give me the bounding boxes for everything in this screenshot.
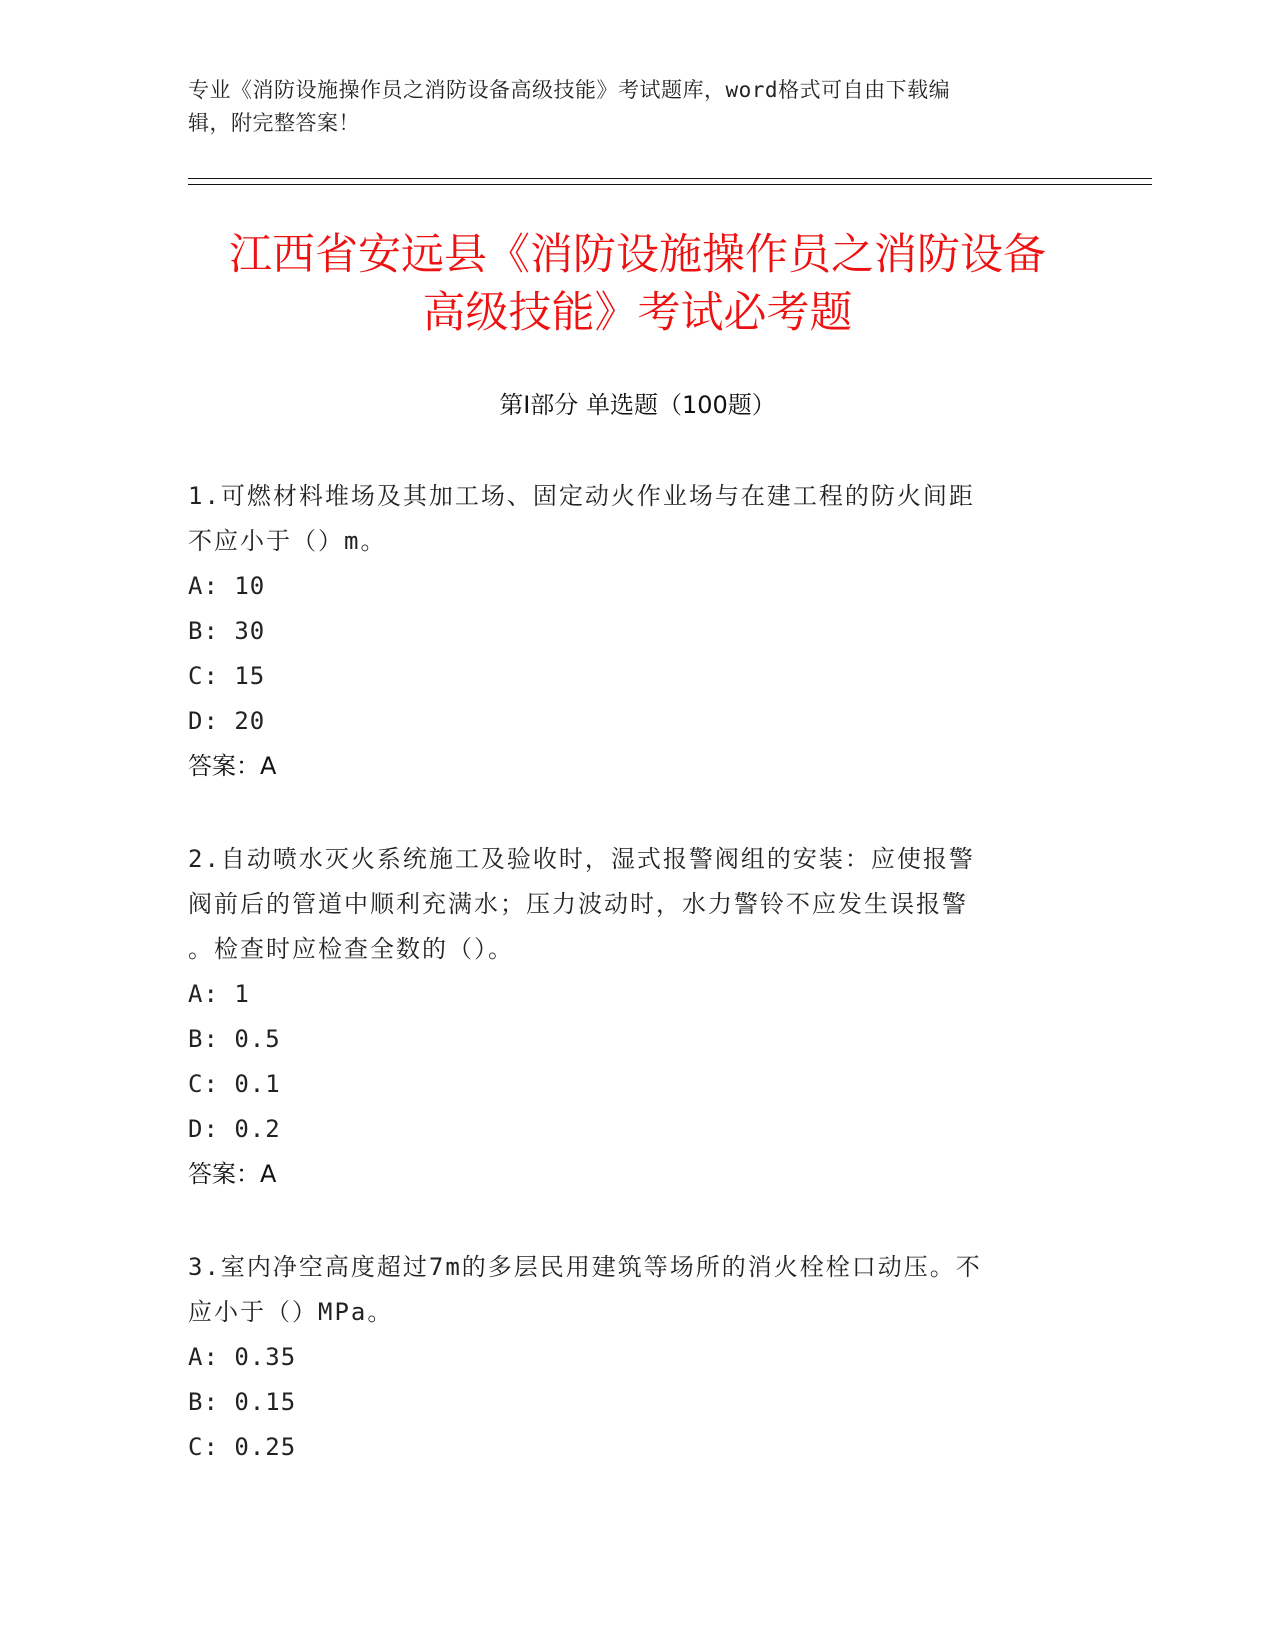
header-note (188, 74, 1088, 140)
option-a: A: 10 (188, 572, 266, 600)
option-b: B: 0.15 (188, 1388, 297, 1416)
question-stem-line: 2.自动喷水灭火系统施工及验收时，湿式报警阀组的安装：应使报警 (188, 845, 975, 873)
header-note-line-1: 专业《消防设施操作员之消防设备高级技能》考试题库，word格式可自由下载编 (188, 78, 951, 102)
header-divider-bottom (188, 184, 1152, 185)
option-c: C: 0.25 (188, 1433, 297, 1461)
question-stem-line: 不应小于（）m。 (188, 527, 387, 555)
question-stem-line: 3.室内净空高度超过7m的多层民用建筑等场所的消火栓栓口动压。不 (188, 1253, 982, 1281)
header-note-line-2: 辑，附完整答案！ (188, 111, 360, 135)
option-c: C: 0.1 (188, 1070, 281, 1098)
option-b: B: 0.5 (188, 1025, 281, 1053)
option-b: B: 30 (188, 617, 266, 645)
document-title (188, 226, 1087, 342)
document-title-line-1: 江西省安远县《消防设施操作员之消防设备 (229, 230, 1046, 280)
option-d: D: 20 (188, 707, 266, 735)
header-divider-top (188, 178, 1152, 179)
option-c: C: 15 (188, 662, 266, 690)
question-2 (188, 837, 1068, 1197)
answer-line: 答案：A (188, 1160, 277, 1188)
option-a: A: 1 (188, 980, 250, 1008)
question-1 (188, 474, 1068, 789)
answer-line: 答案：A (188, 752, 277, 780)
section-heading: 第Ⅰ部分 单选题（100题） (499, 391, 776, 419)
option-d: D: 0.2 (188, 1115, 281, 1143)
question-3 (188, 1245, 1068, 1470)
question-stem-line: 。检查时应检查全数的（）。 (188, 935, 514, 963)
document-title-line-2: 高级技能》考试必考题 (422, 288, 853, 338)
question-stem-line: 阀前后的管道中顺利充满水；压力波动时，水力警铃不应发生误报警 (188, 890, 968, 918)
question-stem-line: 1.可燃材料堆场及其加工场、固定动火作业场与在建工程的防火间距 (188, 482, 975, 510)
question-stem-line: 应小于（）MPa。 (188, 1298, 394, 1326)
option-a: A: 0.35 (188, 1343, 297, 1371)
